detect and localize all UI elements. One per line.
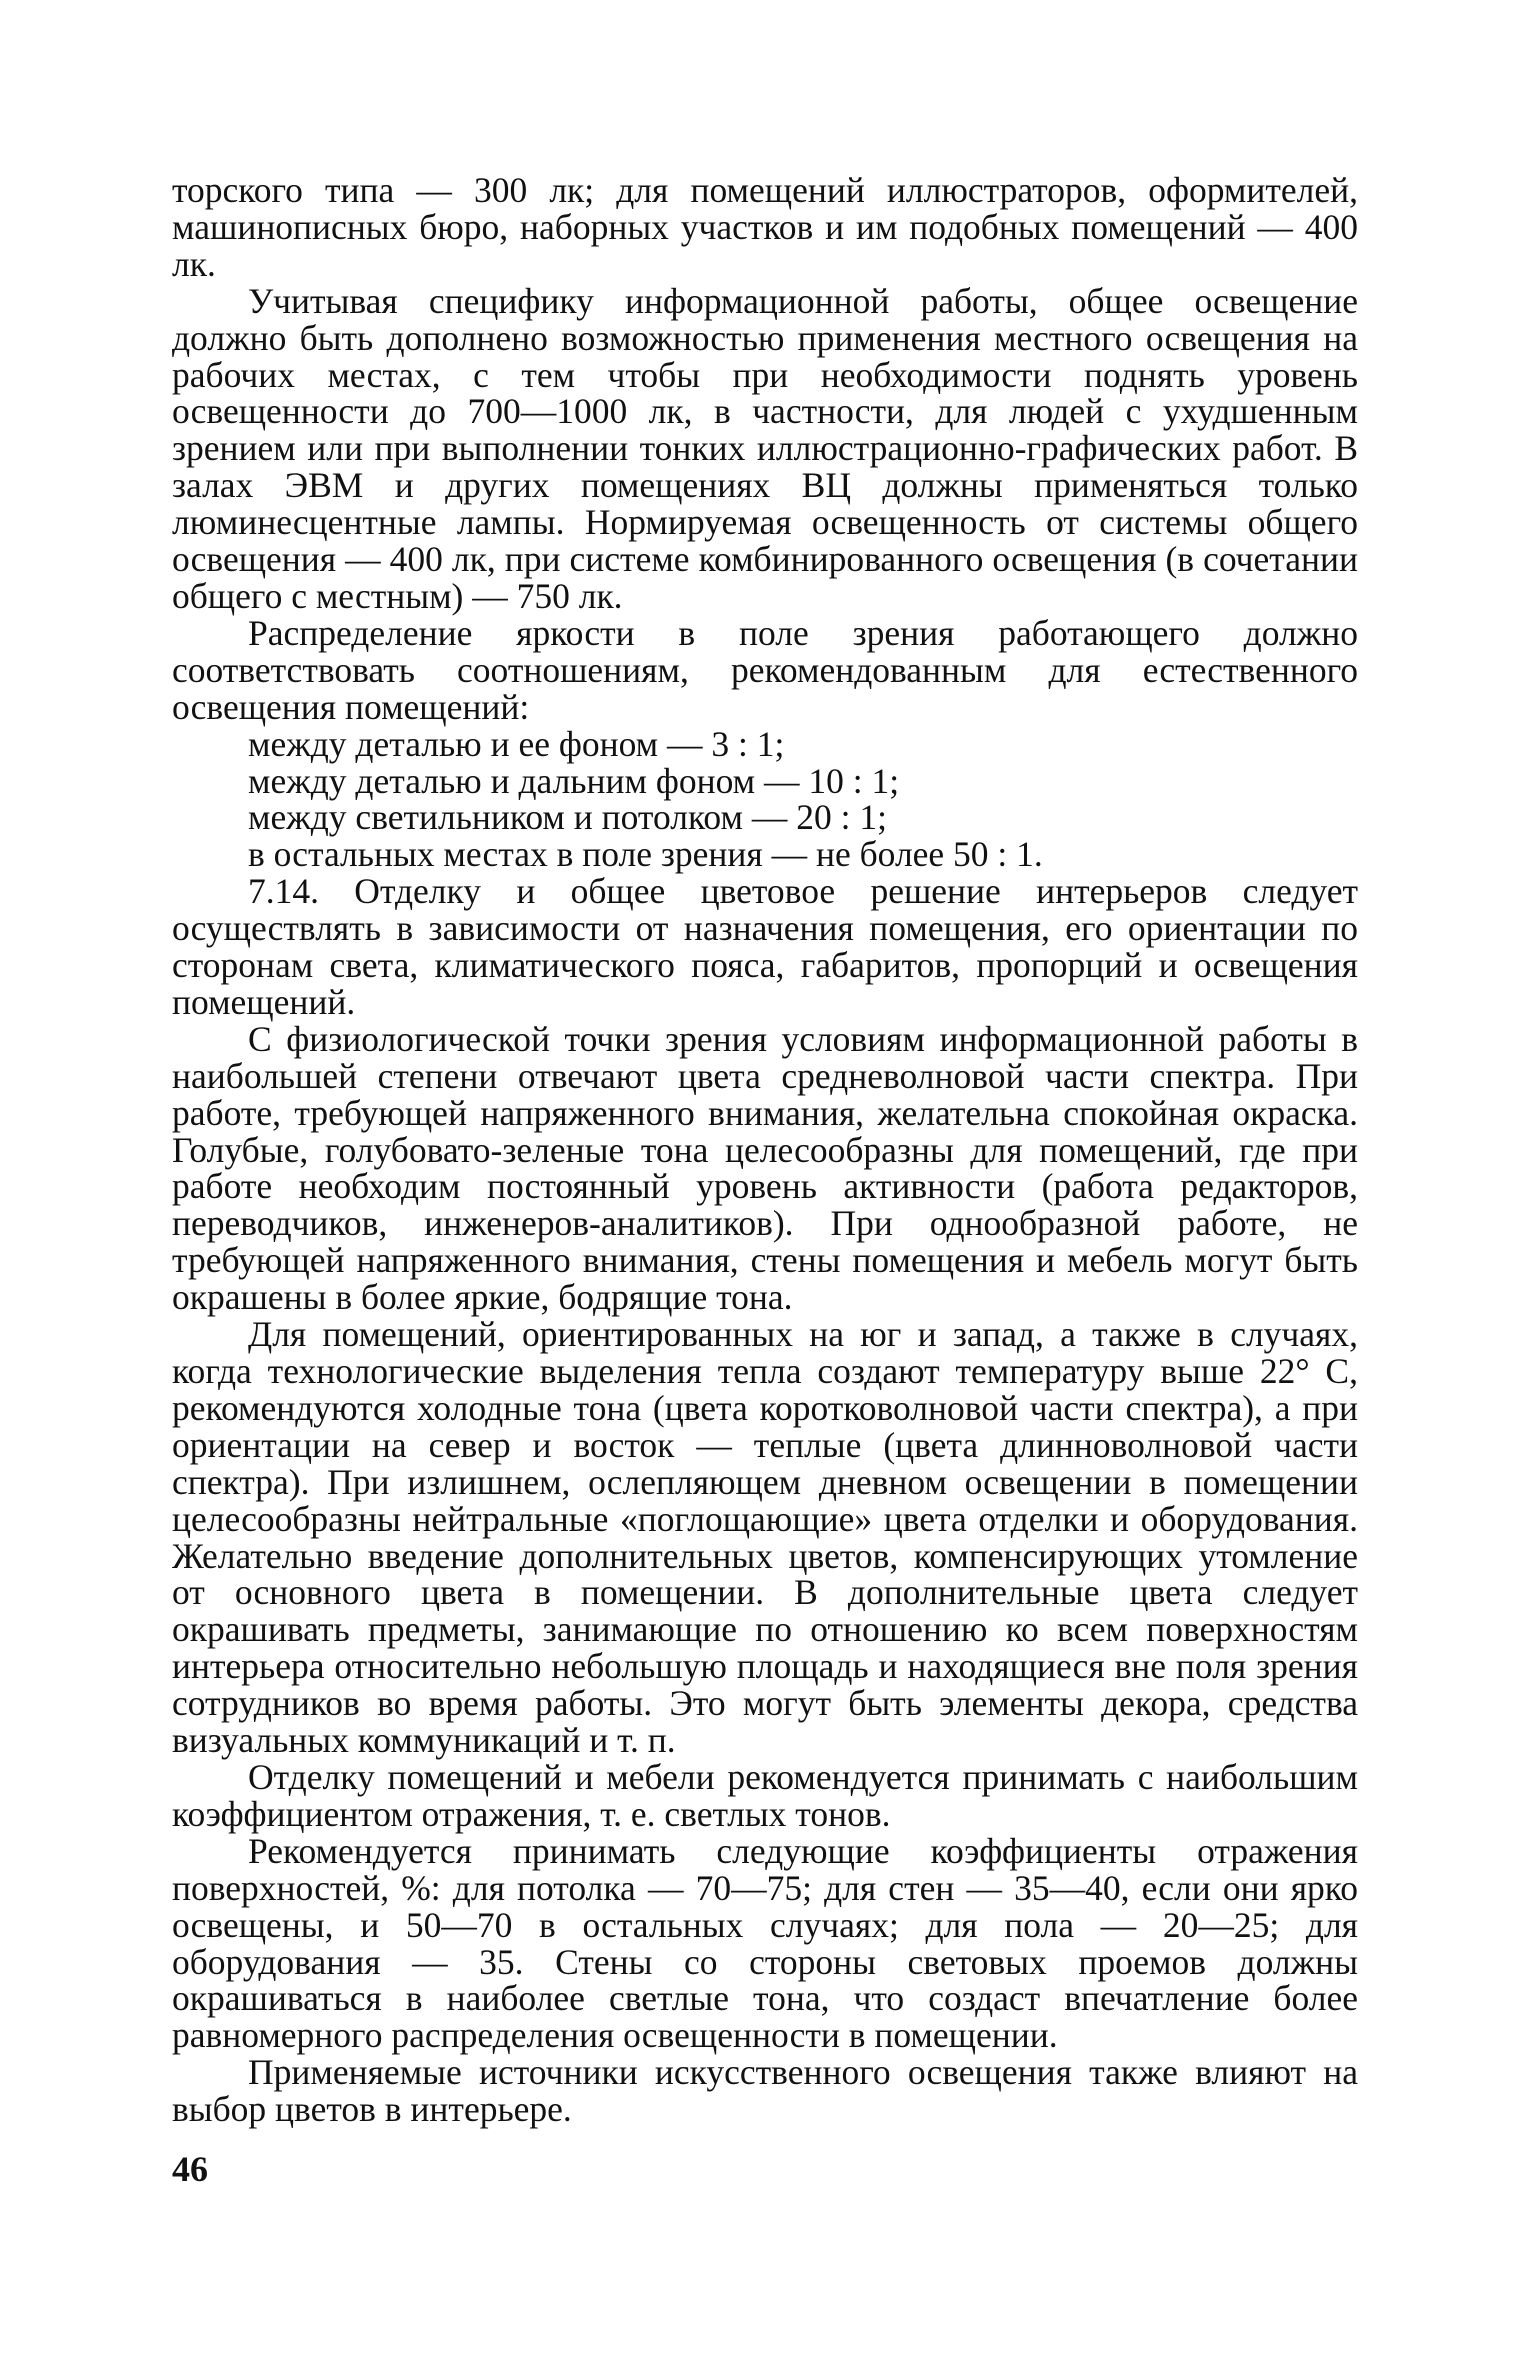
paragraph-reflection-coefficients: Рекомендуется принимать следующие коэффициенты отражения поверхностей, %: для потолка — 70—75; для стен — 35—40, если они ярко освещены, и 50—70 в остальных случаях; для пола — 20—25; для оборудования — 35. Стены со стороны световых проемов должны окрашиваться в наиболее светлые тона, что создаст впечатление более равномерного распределения освещенности в помещении. [172, 1830, 1358, 2056]
paragraph-local-lighting: Учитывая специфику информационной работы, общее освещение должно быть дополнено возможностью применения местного освещения на рабочих местах, с тем чтобы при необходимости поднять уровень освещенности до 700—1000 лк, в частности, для людей с ухудшенным зрением или при выполнении тонких иллюстрационно-графических работ. В залах ЭВМ и других помещениях ВЦ должны применяться только люминесцентные лампы. Нормируемая освещенность от системы общего освещения — 400 лк, при системе комбинированного освещения (в сочетании общего с местным) — 750 лк. [172, 280, 1358, 616]
paragraph-orientation-colors: Для помещений, ориентированных на юг и запад, а также в случаях, когда технологические выделения тепла создают температуру выше 22° С, рекомендуются холодные тона (цвета коротковолновой части спектра), а при ориентации на север и восток — теплые (цвета длинноволновой части спектра). При излишнем, ослепляющем дневном освещении в помещении целесообразны нейтральные «поглощающие» цвета отделки и оборудования. Желательно введение дополнительных цветов, компенсирующих утомление от основного цвета в помещении. В дополнительные цвета следует окрашивать предметы, занимающие по отношению ко всем поверхностям интерьера относительно небольшую площадь и находящиеся вне поля зрения сотрудников во время работы. Это могут быть элементы декора, средства визуальных коммуникаций и т. п. [172, 1314, 1358, 1761]
paragraph-artificial-light: Применяемые источники искусственного освещения также влияют на выбор цветов в интерьере. [172, 2052, 1358, 2130]
list-item: между деталью и ее фоном — 3 : 1; [248, 723, 785, 764]
paragraph-finishing: Отделку помещений и мебели рекомендуется принимать с наибольшим коэффициентом отражения, т. е. светлых тонов. [172, 1756, 1358, 1834]
paragraph-physiology-colors: С физиологической точки зрения условиям информационной работы в наибольшей степени отвечают цвета средневолновой части спектра. При работе, требующей напряженного внимания, желательна спокойная окраска. Голубые, голубовато-зеленые тона целесообразны для помещений, где при работе необходим постоянный уровень активности (работа редакторов, переводчиков, инженеров-аналитиков). При однообразной работе, не требующей напряженного внимания, стены помещения и мебель могут быть окрашены в более яркие, бодрящие тона. [172, 1018, 1358, 1318]
list-item: между деталью и дальним фоном — 10 : 1; [248, 760, 900, 801]
list-item: между светильником и потолком — 20 : 1; [248, 797, 887, 838]
paragraph-brightness-distribution: Распределение яркости в поле зрения работающего должно соответствовать соотношениям, рекомендованным для естественного освещения помещений: [172, 612, 1358, 727]
list-item: в остальных местах в поле зрения — не более 50 : 1. [248, 834, 1043, 875]
brightness-ratio-list [172, 723, 1358, 875]
page-number: 46 [172, 2149, 208, 2189]
page-body [172, 172, 1358, 2128]
paragraph-continued: торского типа — 300 лк; для помещений иллюстраторов, оформителей, машинописных бюро, наборных участков и им подобных помещений — 400 лк. [172, 170, 1358, 284]
paragraph-section-7-14: 7.14. Отделку и общее цветовое решение интерьеров следует осуществлять в зависимости от назначения помещения, его ориентации по сторонам света, климатического пояса, габаритов, пропорций и освещения помещений. [172, 871, 1358, 1022]
